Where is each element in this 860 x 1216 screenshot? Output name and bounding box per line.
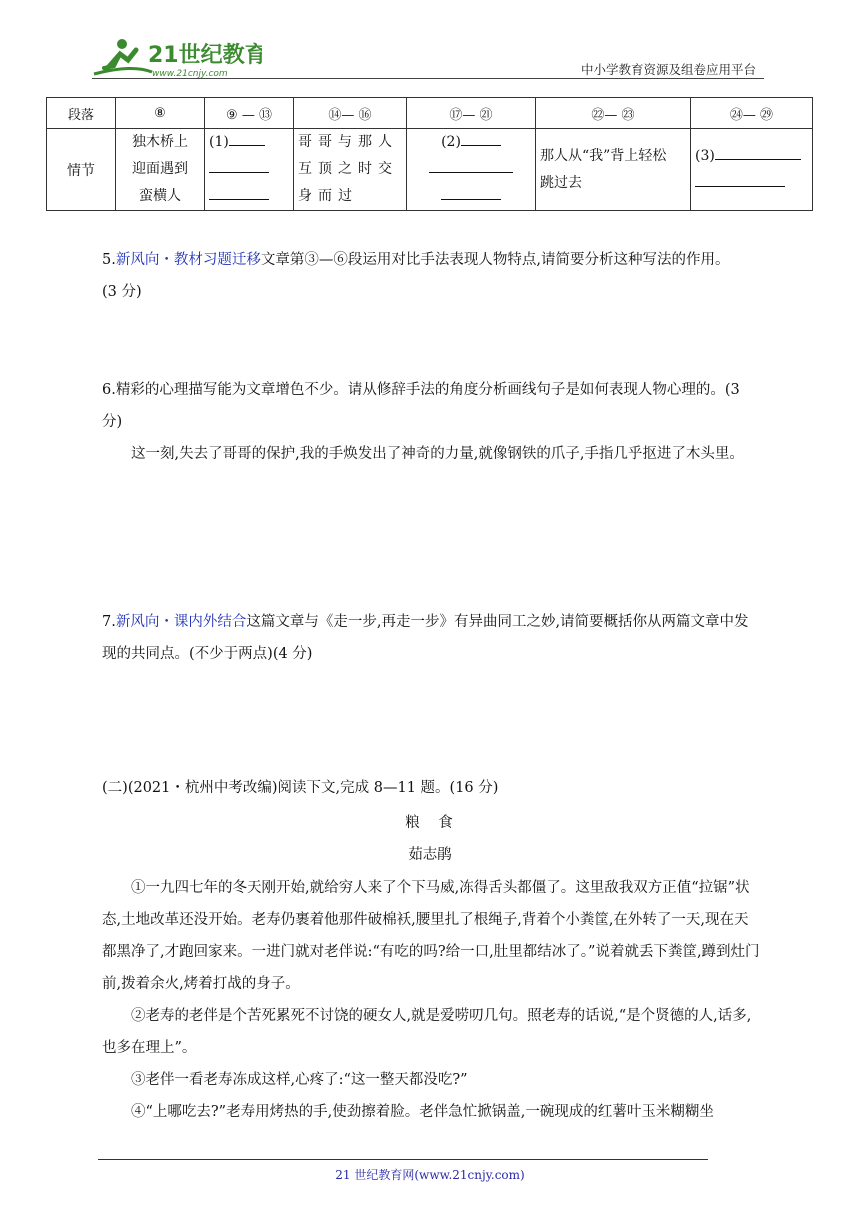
col-head: ㉒— ㉓: [536, 98, 691, 129]
answer-cell-1[interactable]: [205, 129, 294, 211]
footer-text[interactable]: 21 世纪教育网(www.21cnjy.com): [335, 1168, 525, 1182]
blank-label: (1): [209, 134, 229, 150]
answer-blank[interactable]: [209, 158, 269, 173]
row-head-label: 段落: [47, 98, 116, 129]
answer-blank[interactable]: [461, 131, 501, 146]
question-tag: 新风向・课内外结合: [115, 614, 247, 630]
article-paragraph: ④“上哪吃去?”老寿用烤热的手,使劲擦着脸。老伴急忙掀锅盖,一碗现成的红薯叶玉米糊糊坐: [131, 1104, 714, 1120]
platform-name: 中小学教育资源及组卷应用平台: [580, 62, 756, 77]
answer-cell-2[interactable]: [407, 129, 536, 211]
col-head: ⑧: [116, 98, 205, 129]
header-divider: [92, 78, 764, 79]
col-head: ⑰— ㉑: [407, 98, 536, 129]
question-6-quote: 这一刻,失去了哥哥的保护,我的手焕发出了神奇的力量,就像钢铁的爪子,手指几乎抠进了木头里。: [131, 446, 744, 462]
plot-table: [46, 97, 813, 211]
question-6: 6.精彩的心理描写能为文章增色不少。请从修辞手法的角度分析画线句子是如何表现人物心理的。(3 分): [102, 382, 740, 430]
section-intro: (二)(2021・杭州中考改编)阅读下文,完成 8—11 题。(16 分): [102, 780, 499, 796]
cell-line: 互顶之时交: [298, 161, 398, 177]
question-7: [102, 606, 762, 670]
table-cell: [116, 129, 205, 211]
answer-blank[interactable]: [695, 172, 785, 187]
table-row: [47, 129, 813, 211]
question-number: 5.: [102, 252, 116, 268]
footer-divider: [98, 1159, 708, 1160]
cell-line: 迎面遇到: [132, 161, 188, 177]
col-head: ⑨ — ⑬: [205, 98, 294, 129]
question-score: (3 分): [102, 284, 142, 300]
table-cell: [536, 129, 691, 211]
col-head: ㉔— ㉙: [691, 98, 813, 129]
cell-line: 跳过去: [540, 174, 582, 191]
cell-line: 哥哥与那人: [298, 134, 398, 150]
col-head: ⑭— ⑯: [294, 98, 407, 129]
blank-label: (3): [695, 147, 715, 164]
question-text: 文章第③—⑥段运用对比手法表现人物特点,请简要分析这种写法的作用。: [260, 252, 730, 268]
cell-line: 独木桥上: [132, 134, 188, 150]
running-man-logo-icon: [92, 36, 262, 80]
cell-line: 那人从“我”背上轻松: [540, 147, 667, 164]
site-logo: [92, 36, 262, 80]
answer-blank[interactable]: [429, 158, 513, 173]
row-body-label: 情节: [47, 129, 116, 211]
answer-cell-3[interactable]: [691, 129, 813, 211]
article-paragraph: ①一九四七年的冬天刚开始,就给穷人来了个下马威,冻得舌头都僵了。这里敌我双方正值“拉锯”状态,土地改革还没开始。老寿仍裹着他那件破棉袄,腰里扎了根绳子,背着个小粪筐,在外转了一天,现在天都黑净了,才跑回家来。一进门就对老伴说:“有吃的吗?给一口,肚里都结冰了。”说着就丢下粪筐,蹲到灶门前,拨着余火,烤着打战的身子。: [102, 880, 760, 992]
answer-blank[interactable]: [209, 185, 269, 200]
article-body: [102, 872, 762, 1128]
cell-line: 身而过: [298, 188, 358, 204]
blank-label: (2): [441, 134, 461, 150]
article-paragraph: ③老伴一看老寿冻成这样,心疼了:“这一整天都没吃?”: [131, 1072, 468, 1088]
cell-line: 蛮横人: [139, 188, 181, 204]
table-cell: [294, 129, 407, 211]
logo-text: 21世纪教育: [148, 43, 262, 68]
table-row: [47, 98, 813, 129]
answer-blank[interactable]: [229, 131, 265, 146]
article-paragraph: ②老寿的老伴是个苦死累死不讨饶的硬女人,就是爱唠叨几句。照老寿的话说,“是个贤德的人,话多,也多在理上”。: [102, 1008, 752, 1056]
answer-blank[interactable]: [441, 185, 501, 200]
answer-blank[interactable]: [715, 145, 801, 160]
question-text: 这篇文章与《走一步,再走一步》有异曲同工之妙,请简要概括你从两篇文章中发现的共同点。(不少于两点)(4 分): [102, 614, 749, 662]
question-5: [102, 244, 762, 308]
article-author: 茹志鹃: [408, 847, 452, 863]
question-tag: 新风向・教材习题迁移: [115, 252, 261, 268]
question-number: 7.: [102, 614, 116, 630]
logo-url: www.21cnjy.com: [152, 69, 228, 79]
article-title: 粮 食: [405, 815, 455, 831]
